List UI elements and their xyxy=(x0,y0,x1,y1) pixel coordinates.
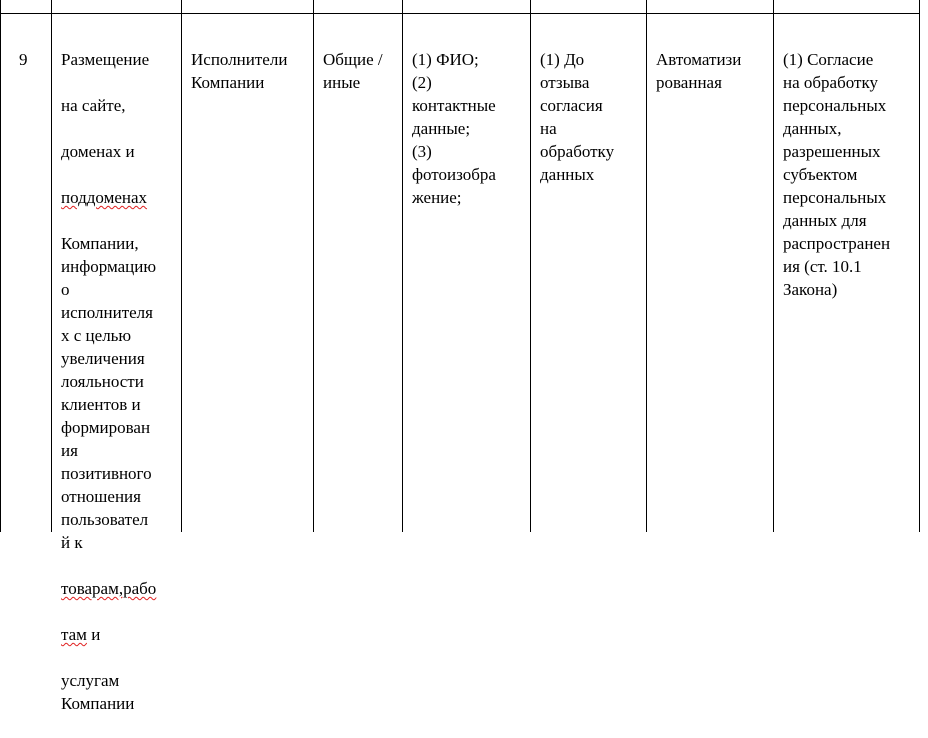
column-divider-5 xyxy=(530,0,531,532)
column-divider-4 xyxy=(402,0,403,532)
category-cell xyxy=(323,25,401,94)
column-divider-1 xyxy=(51,0,52,532)
table-right-border xyxy=(919,0,920,532)
purpose-text: услугам Компании xyxy=(61,671,135,713)
purpose-line: и xyxy=(86,625,101,644)
purpose-line: на сайте, xyxy=(61,96,126,115)
method-text: Автоматизи рованная xyxy=(656,50,742,92)
basis-text: (1) Согласие на обработку персональных данных, разрешенных субъектом персональных данных для распространен ия (ст. 10.1 Закона) xyxy=(783,50,891,299)
row-number: 9 xyxy=(19,50,28,69)
column-divider-6 xyxy=(646,0,647,532)
column-divider-7 xyxy=(773,0,774,532)
column-divider-3 xyxy=(313,0,314,532)
purpose-cell xyxy=(61,25,179,738)
purpose-line: доменах и xyxy=(61,142,135,161)
table-left-border xyxy=(0,0,1,532)
row-number-cell xyxy=(19,25,47,71)
table-top-border xyxy=(0,13,920,14)
data-list-cell xyxy=(412,25,528,209)
purpose-line-spellcheck: товарам,рабо xyxy=(61,579,157,598)
basis-cell xyxy=(783,25,917,301)
purpose-text: Компании, информацию о исполнителя х с целью увеличения лояльности клиентов и формирован ия позитивного отношения пользовател й к xyxy=(61,234,157,552)
column-divider-2 xyxy=(181,0,182,532)
subjects-cell xyxy=(191,25,313,94)
purpose-word-spellcheck: там xyxy=(61,625,87,644)
purpose-line: Размещение xyxy=(61,50,150,69)
term-cell xyxy=(540,25,644,186)
category-text: Общие / иные xyxy=(323,50,383,92)
subjects-text: Исполнители Компании xyxy=(191,50,288,92)
purpose-line-spellcheck: поддоменах xyxy=(61,188,148,207)
term-text: (1) До отзыва согласия на обработку данных xyxy=(540,50,615,184)
method-cell xyxy=(656,25,772,94)
data-list-text: (1) ФИО; (2) контактные данные; (3) фотоизобра жение; xyxy=(412,50,496,207)
